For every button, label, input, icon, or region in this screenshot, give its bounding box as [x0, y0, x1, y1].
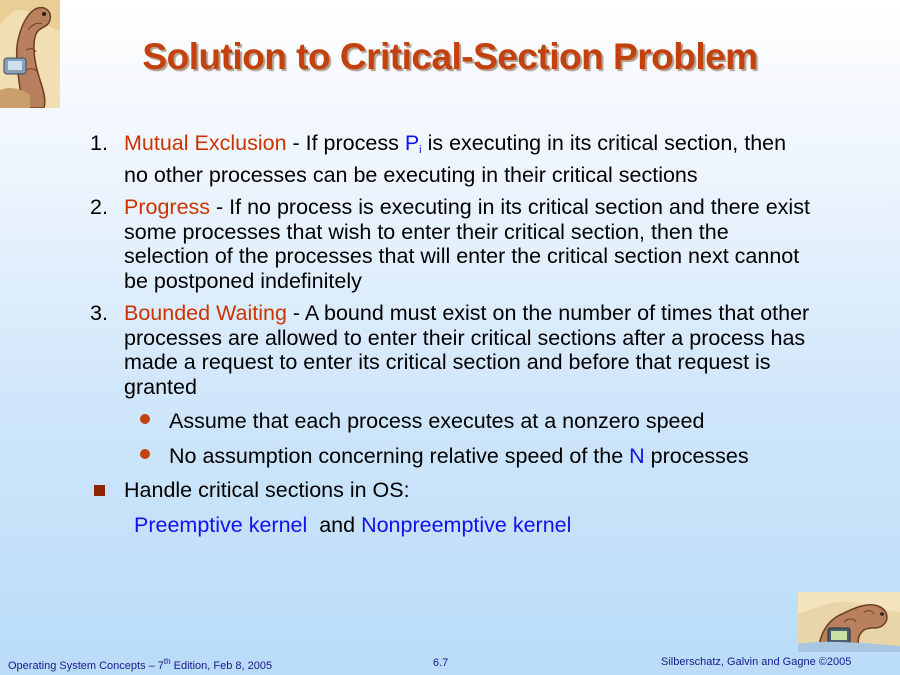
list-item-progress — [90, 195, 810, 293]
sub-bullet-text: No assumption concerning relative speed of the — [169, 443, 630, 468]
footer-left-text-end: Edition, Feb 8, 2005 — [170, 660, 273, 672]
process-variable-subscript: i — [419, 144, 422, 156]
footer-right: Silberschatz, Galvin and Gagne ©2005 — [661, 656, 852, 668]
footer-superscript: th — [163, 657, 171, 666]
item-text: - A bound must exist on the number of times that other processes are allowed to enter their critical sections after a process has made a request to enter its critical section and before that request is granted — [124, 301, 810, 399]
process-variable — [405, 131, 422, 155]
dinosaur-bottom-right-image — [798, 592, 900, 652]
variable-n: N — [629, 443, 645, 468]
item-text-continued: is executing in its critical section, then no other processes can be executing in their critical sections — [124, 131, 787, 187]
sub-bullet-text: Assume that each process executes at a nonzero speed — [169, 409, 705, 433]
bullet-handle-critical-sections — [90, 478, 810, 503]
sub-bullet-text-end: processes — [644, 443, 749, 468]
slide-title: Solution to Critical-Section Problem — [142, 36, 758, 77]
item-text: - If process — [286, 131, 405, 155]
footer-left — [8, 657, 272, 672]
item-number: 3. — [90, 301, 108, 325]
and-text: and — [307, 512, 362, 537]
process-variable-letter: P — [404, 131, 420, 155]
item-number: 1. — [90, 131, 108, 155]
sub-bullet-nonzero-speed — [90, 409, 810, 434]
bullet-text: Handle critical sections in OS: — [124, 478, 410, 502]
sub-bullet-relative-speed — [90, 444, 810, 469]
bullet-dot-icon — [140, 449, 150, 459]
list-item-mutual-exclusion — [90, 131, 810, 187]
list-item-bounded-waiting — [90, 301, 810, 399]
term-mutual-exclusion: Mutual Exclusion — [124, 131, 287, 155]
slide-content — [90, 131, 810, 537]
page-number: 6.7 — [433, 657, 449, 669]
term-progress: Progress — [124, 195, 211, 219]
bullet-dot-icon — [140, 414, 150, 424]
square-bullet-icon — [94, 485, 105, 496]
item-number: 2. — [90, 195, 108, 219]
preemptive-kernel-text: Preemptive kernel — [134, 512, 308, 537]
item-text: - If no process is executing in its critical section and there exist some processes that wish to enter their critical section, then the selection of the processes that will enter the critical section next cannot be postponed indefinitely — [124, 195, 810, 293]
nonpreemptive-kernel-text: Nonpreemptive kernel — [361, 512, 572, 537]
footer-left-text: Operating System Concepts – 7 — [8, 660, 164, 672]
kernel-types-line — [90, 513, 810, 538]
term-bounded-waiting: Bounded Waiting — [124, 301, 287, 325]
